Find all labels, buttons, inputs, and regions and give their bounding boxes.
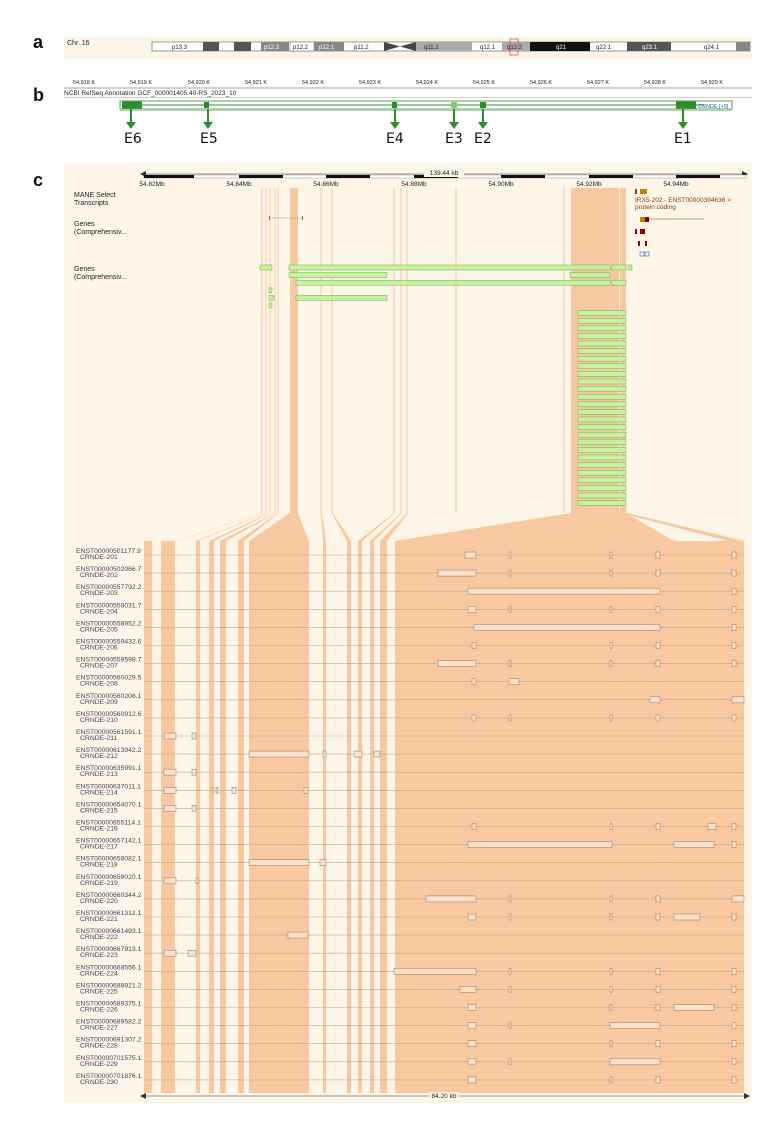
transcript-exon bbox=[232, 787, 236, 793]
transcript-exon bbox=[164, 950, 176, 956]
transcript-exon bbox=[192, 805, 196, 811]
exon-arrowhead bbox=[203, 122, 213, 129]
green-transcript-block bbox=[612, 265, 626, 270]
transcript-exon bbox=[650, 697, 660, 703]
green-transcript-block bbox=[269, 295, 274, 300]
transcript-exon bbox=[468, 1041, 476, 1047]
transcript-exon bbox=[472, 824, 476, 830]
chromosome-ideogram bbox=[64, 37, 752, 59]
transcript-exon bbox=[216, 787, 218, 793]
transcript-exon bbox=[192, 733, 196, 739]
transcript-name: CRNDE-215 bbox=[80, 807, 118, 815]
tick-label: 54.94Mb bbox=[663, 181, 689, 188]
green-transcript-block bbox=[296, 280, 610, 285]
transcript-name: CRNDE-222 bbox=[80, 934, 118, 942]
transcript-exon bbox=[354, 751, 362, 757]
transcript-exon bbox=[610, 1059, 660, 1065]
transcript-exon bbox=[164, 769, 176, 775]
transcript-exon bbox=[610, 1041, 612, 1047]
transcript-exon bbox=[468, 914, 476, 920]
transcript-id: ENST00000559432.6 bbox=[76, 638, 142, 646]
exon-arrow bbox=[682, 109, 684, 123]
transcript-exon bbox=[610, 570, 612, 576]
genes-track-label: Genes bbox=[74, 221, 95, 228]
transcript-exon bbox=[164, 787, 176, 793]
green-transcript-block bbox=[578, 364, 626, 369]
green-transcript-block bbox=[578, 318, 626, 323]
transcript-exon bbox=[656, 914, 660, 920]
exon-arrow bbox=[482, 109, 484, 123]
transcript-name: CRNDE-217 bbox=[80, 843, 118, 851]
exon-arrowhead bbox=[449, 122, 459, 129]
bottom-scale-bar bbox=[140, 1092, 750, 1100]
transcript-exon bbox=[610, 643, 612, 649]
transcript-exon bbox=[656, 606, 660, 612]
panel-c-letter: c bbox=[33, 170, 44, 190]
exon-arrowhead bbox=[678, 122, 688, 129]
transcript-exon bbox=[732, 968, 736, 974]
transcript-exon bbox=[732, 624, 736, 630]
transcript-exon bbox=[509, 552, 511, 558]
transcript-exon bbox=[164, 878, 176, 884]
transcript-exon bbox=[468, 606, 476, 612]
position-label: 54,919 K bbox=[130, 80, 153, 86]
transcript-exon bbox=[509, 661, 511, 667]
exon-label-e1: E1 bbox=[674, 131, 692, 147]
band-label: p13.3 bbox=[172, 45, 188, 51]
transcript-exon bbox=[656, 986, 660, 992]
transcript-exon bbox=[164, 733, 176, 739]
band-label: p12.3 bbox=[264, 45, 280, 51]
green-transcript-block bbox=[578, 470, 626, 475]
transcript-name: CRNDE-208 bbox=[80, 680, 118, 688]
lower-highlights bbox=[144, 541, 744, 1093]
green-transcript-block bbox=[578, 356, 626, 361]
transcript-name: CRNDE-210 bbox=[80, 716, 118, 724]
green-transcript-block bbox=[578, 493, 626, 498]
exon-arrowhead bbox=[390, 122, 400, 129]
position-label: 54,924 K bbox=[416, 80, 439, 86]
position-label: 54,929 K bbox=[701, 80, 724, 86]
transcript-exon bbox=[374, 751, 380, 757]
tick-label: 54.82Mb bbox=[139, 181, 165, 188]
green-transcript-block bbox=[578, 326, 626, 331]
transcript-id: ENST00000557792.2 bbox=[76, 584, 142, 592]
transcript-name: CRNDE-220 bbox=[80, 897, 118, 905]
transcript-exon bbox=[656, 1005, 660, 1011]
green-transcript-block bbox=[578, 311, 626, 316]
transcript-exon bbox=[610, 1023, 660, 1029]
band-label: q11.2 bbox=[424, 45, 439, 51]
tick-label: 54.90Mb bbox=[488, 181, 514, 188]
transcript-name: CRNDE-213 bbox=[80, 771, 118, 779]
exon-label-e5: E5 bbox=[200, 131, 218, 147]
transcript-exon bbox=[610, 661, 612, 667]
transcript-id: ENST00000501177.9 bbox=[76, 548, 141, 555]
transcript-name: CRNDE-223 bbox=[80, 952, 118, 960]
green-transcript-block bbox=[269, 288, 272, 293]
green-transcript-block bbox=[578, 455, 626, 460]
transcript-name: CRNDE-226 bbox=[80, 1006, 118, 1014]
mane-track-label: Transcripts bbox=[74, 200, 109, 207]
exon-arrow bbox=[130, 109, 132, 123]
transcript-exon bbox=[164, 805, 176, 811]
transcript-exon bbox=[610, 1005, 612, 1011]
transcript-exon bbox=[732, 715, 736, 721]
transcript-id: ENST00000561591.1 bbox=[76, 729, 142, 736]
bottom-scale-label: 84.20 kb bbox=[431, 1093, 457, 1100]
tick-label: 54.84Mb bbox=[226, 181, 252, 188]
green-transcript-block bbox=[578, 402, 626, 407]
exon-arrowhead bbox=[126, 122, 136, 129]
mane-track-label: MANE Select bbox=[74, 192, 116, 199]
transcript-exon bbox=[610, 968, 612, 974]
transcript-exon bbox=[656, 1041, 660, 1047]
transcript-exon bbox=[465, 552, 476, 558]
green-transcript-block bbox=[578, 447, 626, 452]
transcript-id: ENST00000613942.2 bbox=[76, 747, 142, 755]
exon-arrow bbox=[453, 109, 455, 123]
transcript-id: ENST00000559598.7 bbox=[76, 656, 142, 664]
transcript-exon bbox=[732, 914, 736, 920]
track-label: NCBI RefSeq Annotation GCF_000001405.40-RS_2023_10 bbox=[64, 90, 237, 97]
exon-arrow bbox=[394, 109, 396, 123]
band-label: p12.1 bbox=[319, 45, 335, 51]
transcript-exon bbox=[468, 842, 612, 848]
transcript-exon bbox=[610, 824, 612, 830]
transcript-name: CRNDE-205 bbox=[80, 626, 118, 634]
transcript-exon bbox=[468, 588, 660, 594]
transcript-exon bbox=[438, 570, 476, 576]
transcript-exon bbox=[732, 1077, 736, 1083]
transcript-name: CRNDE-219 bbox=[80, 879, 118, 887]
band-label: p12.2 bbox=[293, 45, 309, 51]
transcript-exon bbox=[196, 878, 198, 884]
transcript-exon bbox=[732, 824, 736, 830]
transcript-id: ENST00000668556.1 bbox=[76, 964, 142, 972]
transcript-name: CRNDE-216 bbox=[80, 825, 118, 833]
transcript-name: CRNDE-212 bbox=[80, 753, 118, 761]
transcript-exon bbox=[732, 588, 736, 594]
transcript-exon bbox=[610, 986, 612, 992]
green-transcript-block bbox=[578, 349, 626, 354]
band-label: q23.1 bbox=[642, 45, 658, 51]
upper-highlights bbox=[262, 188, 626, 513]
transcript-exon bbox=[674, 842, 714, 848]
transcript-id: ENST00000560208.1 bbox=[76, 692, 142, 700]
genome-browser-panel bbox=[64, 163, 752, 1103]
green-transcript-block bbox=[578, 432, 626, 437]
exon-label-e3: E3 bbox=[445, 131, 463, 147]
transcript-exon bbox=[732, 896, 744, 902]
transcript-exon bbox=[656, 643, 660, 649]
transcript-exon bbox=[288, 932, 308, 938]
position-label: 54,918 K bbox=[73, 80, 96, 86]
refseq-panel bbox=[64, 76, 752, 120]
transcript-exon bbox=[472, 679, 476, 685]
transcript-id: ENST00000502066.7 bbox=[76, 566, 142, 574]
position-label: 54,927 K bbox=[587, 80, 610, 86]
transcript-name: CRNDE-230 bbox=[80, 1078, 118, 1086]
band-label: q21 bbox=[556, 45, 567, 51]
transcript-name: CRNDE-224 bbox=[80, 970, 118, 978]
transcript-exon bbox=[304, 787, 308, 793]
transcript-id: ENST00000558952.2 bbox=[76, 620, 142, 628]
transcript-id: ENST00000689375.1 bbox=[76, 1000, 142, 1008]
transcript-exon bbox=[509, 968, 511, 974]
band-label: q12.2 bbox=[507, 45, 523, 51]
transcript-id: ENST00000655114.1 bbox=[76, 819, 141, 827]
green-transcript-block bbox=[612, 280, 626, 285]
transcript-exon bbox=[656, 715, 660, 721]
exon-label-e2: E2 bbox=[474, 131, 492, 147]
panel-a-letter: a bbox=[33, 32, 44, 52]
transcript-exon bbox=[656, 1077, 660, 1083]
transcript-exon bbox=[732, 1023, 736, 1029]
green-transcript-block bbox=[578, 394, 626, 399]
position-label: 54,925 K bbox=[473, 80, 496, 86]
transcript-name: CRNDE-209 bbox=[80, 698, 118, 706]
mane-type-label: protein coding bbox=[635, 204, 676, 211]
transcript-exon bbox=[249, 751, 309, 757]
transcript-id: ENST00000689582.2 bbox=[76, 1018, 142, 1026]
transcript-id: ENST00000558031.7 bbox=[76, 602, 142, 610]
transcript-exon bbox=[610, 896, 612, 902]
transcript-exon bbox=[732, 643, 736, 649]
transcript-exon bbox=[732, 606, 736, 612]
irx5-transcript bbox=[635, 189, 731, 256]
position-label: 54,920 K bbox=[188, 80, 211, 86]
transcript-id: ENST00000659020.1 bbox=[76, 873, 142, 881]
transcript-exon bbox=[732, 1005, 736, 1011]
transcript-exon bbox=[732, 697, 744, 703]
transcript-exon bbox=[732, 1041, 736, 1047]
transcript-id: ENST00000635991.1 bbox=[76, 765, 142, 773]
green-transcript-block bbox=[578, 440, 626, 445]
transcript-exon bbox=[509, 896, 511, 902]
transcript-exon bbox=[468, 1005, 476, 1011]
green-transcript-block bbox=[570, 273, 610, 278]
transcript-exon bbox=[249, 860, 309, 866]
position-label: 54,921 K bbox=[245, 80, 268, 86]
transcript-exon bbox=[320, 860, 326, 866]
transcript-name: CRNDE-207 bbox=[80, 662, 118, 670]
transcript-exon bbox=[509, 715, 511, 721]
transcript-exon bbox=[674, 914, 700, 920]
transcript-exon bbox=[509, 1023, 511, 1029]
transcript-exon bbox=[732, 661, 736, 667]
green-transcript-block bbox=[578, 425, 626, 430]
band-label: p11.2 bbox=[354, 45, 369, 51]
transcript-name: CRNDE-206 bbox=[80, 644, 118, 652]
transcript-id: ENST00000658082.1 bbox=[76, 855, 142, 863]
transcript-exon bbox=[656, 824, 660, 830]
transcript-exon bbox=[192, 769, 196, 775]
transcript-exon bbox=[438, 661, 476, 667]
transcript-name: CRNDE-227 bbox=[80, 1024, 118, 1032]
refseq-track bbox=[64, 76, 752, 120]
transcript-id: ENST00000661312.1 bbox=[76, 910, 142, 917]
panel-b-letter: b bbox=[33, 85, 44, 105]
transcript-exon bbox=[472, 643, 476, 649]
transcript-id: ENST00000560912.6 bbox=[76, 710, 142, 718]
transcript-id: ENST00000691307.2 bbox=[76, 1036, 142, 1044]
exon-arrow bbox=[207, 109, 209, 123]
transcript-exon bbox=[674, 1005, 714, 1011]
transcript-name: CRNDE-203 bbox=[80, 590, 118, 598]
top-scale-label: 139.44 kb bbox=[429, 170, 459, 177]
green-transcript-block bbox=[578, 485, 626, 490]
green-transcript-block bbox=[289, 265, 610, 270]
green-transcript-block bbox=[578, 333, 626, 338]
green-transcript-block bbox=[578, 341, 626, 346]
transcript-exon bbox=[509, 570, 511, 576]
green-transcript-block bbox=[578, 417, 626, 422]
transcript-id: ENST00000688921.2 bbox=[76, 982, 142, 990]
transcript-id: ENST00000661493.1 bbox=[76, 928, 142, 936]
transcript-exon bbox=[656, 661, 660, 667]
transcript-name: CRNDE-228 bbox=[80, 1042, 118, 1050]
green-transcript-block bbox=[628, 265, 632, 270]
transcript-exon bbox=[509, 606, 511, 612]
transcript-exon bbox=[610, 715, 612, 721]
transcript-exon bbox=[656, 570, 660, 576]
transcript-exon bbox=[509, 914, 511, 920]
exon-label-e4: E4 bbox=[386, 131, 404, 147]
band-label: q12.1 bbox=[480, 45, 496, 51]
tick-label: 54.88Mb bbox=[401, 181, 427, 188]
green-transcript-block bbox=[578, 379, 626, 384]
transcript-exon bbox=[708, 824, 716, 830]
transcript-exon bbox=[509, 1059, 511, 1065]
position-label: 54,928 K bbox=[644, 80, 667, 86]
green-transcript-block bbox=[269, 303, 272, 308]
position-label: 54,923 K bbox=[359, 80, 382, 86]
transcript-id: ENST00000637011.1 bbox=[76, 783, 141, 791]
exon-label-e6: E6 bbox=[124, 131, 142, 147]
green-transcript-block bbox=[578, 478, 626, 483]
green-transcript-block bbox=[578, 387, 626, 392]
green-transcript-block bbox=[578, 501, 626, 506]
genes-track-label: (Comprehensiv... bbox=[74, 229, 127, 236]
green-transcript-block bbox=[289, 273, 387, 278]
band-label: q22.1 bbox=[596, 45, 612, 51]
mane-transcript-label: IRX5-202 - ENST00000394636 > bbox=[635, 197, 731, 204]
gene-label: CRNDE [+5] bbox=[698, 104, 729, 110]
transcript-name: CRNDE-204 bbox=[80, 608, 118, 616]
transcript-exon bbox=[610, 914, 612, 920]
transcript-id: ENST00000701575.1 bbox=[76, 1054, 142, 1062]
chromosome-panel bbox=[64, 37, 752, 59]
transcript-exon bbox=[474, 624, 660, 630]
transcript-name: CRNDE-229 bbox=[80, 1060, 118, 1068]
transcript-exon bbox=[509, 986, 511, 992]
transcript-exon bbox=[188, 950, 196, 956]
transcript-id: ENST00000654070.1 bbox=[76, 801, 142, 809]
transcript-exon bbox=[610, 552, 612, 558]
top-scale-bar bbox=[139, 169, 748, 188]
green-transcript-block bbox=[578, 409, 626, 414]
transcript-exon bbox=[732, 986, 736, 992]
transcript-exon bbox=[468, 1077, 476, 1083]
position-label: 54,926 K bbox=[530, 80, 553, 86]
green-transcript-block bbox=[578, 463, 626, 468]
genes-track-label: Genes bbox=[74, 266, 95, 273]
transcript-exon bbox=[732, 1059, 736, 1065]
transcript-exon bbox=[472, 715, 476, 721]
transcript-id: ENST00000657142.1 bbox=[76, 837, 142, 845]
transcript-exon bbox=[468, 1023, 476, 1029]
genes-track-label: (Comprehensiv... bbox=[74, 274, 127, 281]
transcript-exon bbox=[468, 1059, 476, 1065]
green-transcript-block bbox=[296, 295, 387, 300]
transcript-exon bbox=[212, 787, 214, 793]
genome-browser-view bbox=[64, 163, 752, 1103]
transcript-exon bbox=[323, 751, 326, 757]
exon-arrowhead bbox=[478, 122, 488, 129]
transcript-id: ENST00000660344.2 bbox=[76, 891, 142, 899]
transcript-exon bbox=[732, 842, 736, 848]
green-transcript-block bbox=[578, 371, 626, 376]
transcript-name: CRNDE-202 bbox=[80, 572, 118, 580]
transcript-exon bbox=[610, 606, 612, 612]
tick-label: 54.86Mb bbox=[313, 181, 339, 188]
transcript-exon bbox=[656, 552, 660, 558]
tick-label: 54.92Mb bbox=[576, 181, 602, 188]
transcript-id: ENST00000701876.1 bbox=[76, 1072, 142, 1080]
transcript-exon bbox=[732, 570, 736, 576]
transcript-name: CRNDE-221 bbox=[80, 916, 118, 923]
projection-funnels bbox=[175, 513, 748, 541]
position-label: 54,922 K bbox=[302, 80, 325, 86]
transcript-name: CRNDE-214 bbox=[80, 789, 118, 797]
transcript-exon bbox=[656, 968, 660, 974]
transcript-name: CRNDE-225 bbox=[80, 988, 118, 996]
transcript-exon bbox=[610, 1077, 612, 1083]
transcript-exon bbox=[460, 986, 476, 992]
transcript-exon bbox=[656, 896, 660, 902]
transcript-name: CRNDE-218 bbox=[80, 861, 118, 869]
transcript-exon bbox=[509, 679, 519, 685]
green-transcript-block bbox=[260, 265, 272, 270]
transcript-name: CRNDE-201 bbox=[80, 554, 118, 561]
transcript-id: ENST00000667913.1 bbox=[76, 946, 142, 954]
transcript-name: CRNDE-211 bbox=[80, 735, 118, 742]
transcript-exon bbox=[732, 552, 736, 558]
transcript-exon bbox=[394, 968, 476, 974]
chromosome-label: Chr. 16 bbox=[67, 40, 90, 47]
transcript-id: ENST00000560029.5 bbox=[76, 674, 142, 682]
transcript-exon bbox=[426, 896, 476, 902]
band-label: q24.1 bbox=[704, 45, 720, 51]
